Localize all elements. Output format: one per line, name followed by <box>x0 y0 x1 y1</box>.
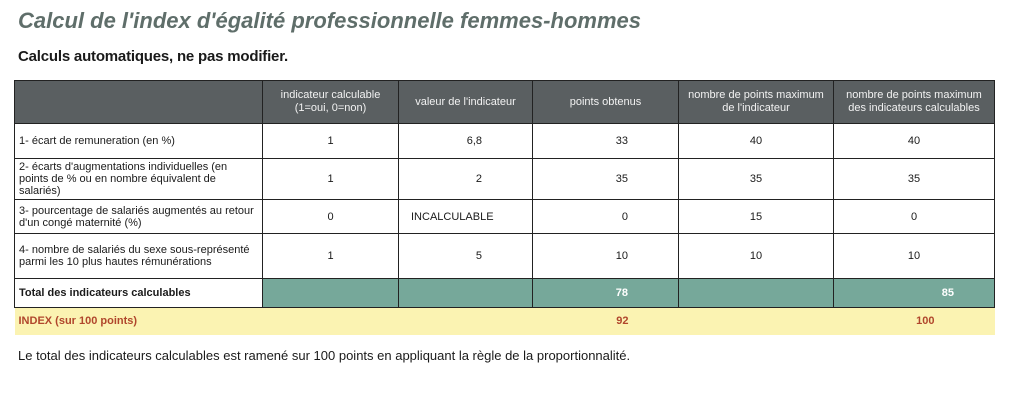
cell-points: 10 <box>533 234 679 279</box>
index-table <box>14 80 995 335</box>
total-empty-cell <box>263 279 399 308</box>
table-row <box>15 234 995 279</box>
footnote: Le total des indicateurs calculables est ramené sur 100 points en appliquant la règle de la proportionnalité. <box>18 348 631 363</box>
cell-max-calc: 10 <box>834 234 995 279</box>
row-label: 1- écart de remuneration (en %) <box>15 124 263 159</box>
cell-valeur: 5 <box>399 234 533 279</box>
cell-calculable: 1 <box>263 234 399 279</box>
table-row <box>15 159 995 200</box>
cell-max-calc: 40 <box>834 124 995 159</box>
index-row <box>15 308 995 335</box>
cell-points: 33 <box>533 124 679 159</box>
header-valeur: valeur de l'indicateur <box>399 81 533 124</box>
table-row <box>15 124 995 159</box>
row-label: 4- nombre de salariés du sexe sous-représenté parmi les 10 plus hautes rémunérations <box>15 234 263 279</box>
total-empty-cell <box>679 279 834 308</box>
page-subtitle: Calculs automatiques, ne pas modifier. <box>18 48 288 65</box>
cell-valeur: INCALCULABLE <box>399 200 533 234</box>
total-row <box>15 279 995 308</box>
index-points: 92 <box>533 308 679 335</box>
row-label: 2- écarts d'augmentations individuelles (en points de % ou en nombre équivalent de salariés) <box>15 159 263 200</box>
cell-max-calc: 35 <box>834 159 995 200</box>
cell-valeur: 6,8 <box>399 124 533 159</box>
cell-max: 35 <box>679 159 834 200</box>
cell-calculable: 0 <box>263 200 399 234</box>
cell-calculable: 1 <box>263 124 399 159</box>
cell-valeur: 2 <box>399 159 533 200</box>
header-indicateur-calculable: indicateur calculable (1=oui, 0=non) <box>263 81 399 124</box>
cell-max: 40 <box>679 124 834 159</box>
index-empty-cell <box>399 308 533 335</box>
cell-max: 10 <box>679 234 834 279</box>
index-max-calc: 100 <box>834 308 995 335</box>
total-empty-cell <box>399 279 533 308</box>
table-row <box>15 200 995 234</box>
cell-points: 0 <box>533 200 679 234</box>
total-label: Total des indicateurs calculables <box>15 279 263 308</box>
total-points: 78 <box>533 279 679 308</box>
header-blank <box>15 81 263 124</box>
cell-max: 15 <box>679 200 834 234</box>
header-points-max-calculables: nombre de points maximum des indicateurs calculables <box>834 81 995 124</box>
cell-points: 35 <box>533 159 679 200</box>
cell-calculable: 1 <box>263 159 399 200</box>
index-empty-cell <box>679 308 834 335</box>
page-title: Calcul de l'index d'égalité professionnelle femmes-hommes <box>18 8 641 33</box>
header-points-obtenus: points obtenus <box>533 81 679 124</box>
cell-max-calc: 0 <box>834 200 995 234</box>
index-label: INDEX (sur 100 points) <box>15 308 263 335</box>
header-points-max-indicateur: nombre de points maximum de l'indicateur <box>679 81 834 124</box>
row-label: 3- pourcentage de salariés augmentés au retour d'un congé maternité (%) <box>15 200 263 234</box>
total-max-calc: 85 <box>834 279 995 308</box>
table-header-row <box>15 81 995 124</box>
index-empty-cell <box>263 308 399 335</box>
